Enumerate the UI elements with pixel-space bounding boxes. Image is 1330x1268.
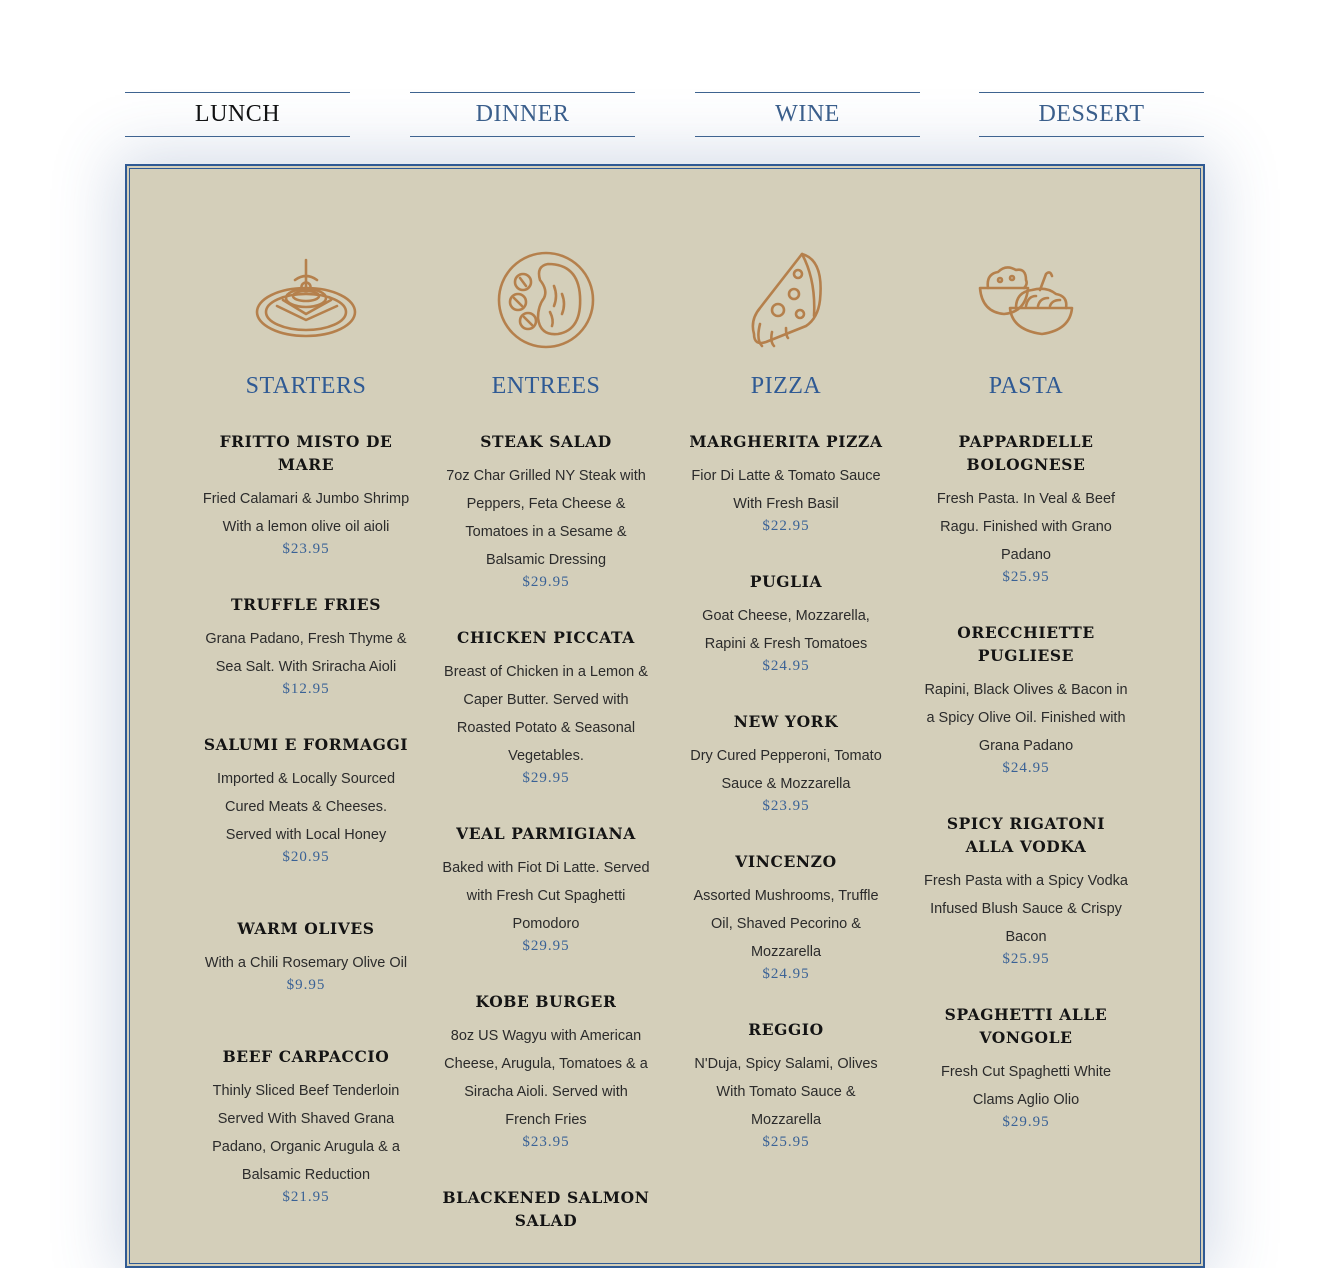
- item-price: $23.95: [522, 1134, 570, 1150]
- menu-item: [441, 626, 651, 786]
- menu-item: [441, 1186, 651, 1232]
- tab-dinner[interactable]: DINNER: [410, 92, 635, 137]
- item-price: $24.95: [762, 966, 810, 982]
- item-description: 7oz Char Grilled NY Steak with Peppers, Feta Cheese & Tomatoes in a Sesame & Balsamic Dressing: [446, 468, 646, 568]
- menu-tabs: [125, 92, 1205, 137]
- item-name: SALUMI E FORMAGGI: [203, 735, 409, 754]
- item-description: Imported & Locally Sourced Cured Meats & Cheeses. Served with Local Honey: [216, 771, 396, 843]
- item-description: Assorted Mushrooms, Truffle Oil, Shaved Pecorino & Mozzarella: [693, 888, 879, 960]
- tab-wine[interactable]: WINE: [695, 92, 920, 137]
- item-price: $25.95: [762, 1134, 810, 1150]
- item-price: $29.95: [522, 770, 570, 786]
- item-description: Fried Calamari & Jumbo Shrimp With a lemon olive oil aioli: [202, 491, 410, 535]
- menu-item: [201, 917, 411, 993]
- item-description: Thinly Sliced Beef Tenderloin Served With Shaved Grana Padano, Organic Arugula & a Balsamic Reduction: [212, 1083, 400, 1183]
- category-title: ENTREES: [491, 373, 601, 399]
- appetizer-plate-icon: [201, 250, 411, 350]
- menu-item: [921, 812, 1131, 967]
- item-name: NEW YORK: [733, 712, 839, 731]
- item-description: Grana Padano, Fresh Thyme & Sea Salt. With Sriracha Aioli: [205, 631, 407, 675]
- item-description: Dry Cured Pepperoni, Tomato Sauce & Mozzarella: [690, 748, 882, 792]
- item-price: $20.95: [282, 849, 330, 865]
- menu-item: [201, 593, 411, 697]
- tab-dessert[interactable]: DESSERT: [979, 92, 1204, 137]
- item-name: FRITTO MISTO DE MARE: [219, 432, 393, 474]
- item-description: Fresh Cut Spaghetti White Clams Aglio Olio: [940, 1064, 1112, 1108]
- category-entrees: [441, 250, 651, 1268]
- item-description: Breast of Chicken in a Lemon & Caper Butter. Served with Roasted Potato & Seasonal Vegetables.: [444, 664, 648, 764]
- category-title: STARTERS: [245, 373, 367, 399]
- item-description: Rapini, Black Olives & Bacon in a Spicy Olive Oil. Finished with Grana Padano: [924, 682, 1128, 754]
- item-name: REGGIO: [748, 1020, 824, 1039]
- menu-item: [681, 570, 891, 674]
- item-description: 8oz US Wagyu with American Cheese, Arugula, Tomatoes & a Siracha Aioli. Served with French Fries: [444, 1028, 648, 1128]
- lunch-menu-panel: [125, 164, 1205, 1268]
- category-pasta: [921, 250, 1131, 1166]
- item-description: With a Chili Rosemary Olive Oil: [204, 955, 408, 971]
- item-name: SPICY RIGATONI ALLA VODKA: [946, 814, 1106, 856]
- item-name: BLACKENED SALMON SALAD: [442, 1188, 650, 1230]
- item-price: $21.95: [282, 1189, 330, 1205]
- menu-item: [921, 430, 1131, 585]
- menu-item: [441, 430, 651, 590]
- item-name: VINCENZO: [735, 852, 837, 871]
- item-name: PUGLIA: [749, 572, 823, 591]
- item-price: $24.95: [762, 658, 810, 674]
- item-name: SPAGHETTI ALLE VONGOLE: [944, 1005, 1108, 1047]
- item-price: $22.95: [762, 518, 810, 534]
- category-title: PASTA: [988, 373, 1064, 399]
- item-name: MARGHERITA PIZZA: [689, 432, 883, 451]
- menu-item: [681, 710, 891, 814]
- menu-item: [201, 430, 411, 557]
- item-name: WARM OLIVES: [237, 919, 375, 938]
- menu-item: [441, 990, 651, 1150]
- category-starters: [201, 250, 411, 1241]
- item-price: $24.95: [1002, 760, 1050, 776]
- category-title: PIZZA: [750, 373, 822, 399]
- item-name: PAPPARDELLE BOLOGNESE: [958, 432, 1094, 474]
- item-name: TRUFFLE FRIES: [231, 595, 381, 614]
- menu-item: [681, 430, 891, 534]
- item-price: $25.95: [1002, 951, 1050, 967]
- item-name: ORECCHIETTE PUGLIESE: [957, 623, 1095, 665]
- item-price: $12.95: [282, 681, 330, 697]
- item-description: N'Duja, Spicy Salami, Olives With Tomato Sauce & Mozzarella: [694, 1056, 878, 1128]
- item-name: STEAK SALAD: [480, 432, 612, 451]
- tab-lunch[interactable]: LUNCH: [125, 92, 350, 137]
- pasta-bowls-icon: [921, 250, 1131, 350]
- menu-item: [201, 733, 411, 865]
- item-description: Goat Cheese, Mozzarella, Rapini & Fresh Tomatoes: [702, 608, 870, 652]
- item-price: $25.95: [1002, 569, 1050, 585]
- item-name: CHICKEN PICCATA: [457, 628, 635, 647]
- category-pizza: [681, 250, 891, 1186]
- item-description: Fresh Pasta. In Veal & Beef Ragu. Finished with Grano Padano: [936, 491, 1116, 563]
- item-description: Fior Di Latte & Tomato Sauce With Fresh Basil: [691, 468, 881, 512]
- entree-plate-icon: [441, 250, 651, 350]
- item-price: $29.95: [1002, 1114, 1050, 1130]
- item-price: $9.95: [286, 977, 326, 993]
- item-name: VEAL PARMIGIANA: [456, 824, 636, 843]
- menu-item: [201, 1045, 411, 1205]
- menu-item: [441, 822, 651, 954]
- item-price: $23.95: [282, 541, 330, 557]
- pizza-slice-icon: [681, 250, 891, 350]
- item-price: $29.95: [522, 574, 570, 590]
- menu-item: [681, 850, 891, 982]
- menu-item: [921, 621, 1131, 776]
- item-description: Fresh Pasta with a Spicy Vodka Infused Blush Sauce & Crispy Bacon: [924, 873, 1128, 945]
- item-description: Baked with Fiot Di Latte. Served with Fresh Cut Spaghetti Pomodoro: [442, 860, 650, 932]
- item-price: $23.95: [762, 798, 810, 814]
- item-price: $29.95: [522, 938, 570, 954]
- menu-item: [681, 1018, 891, 1150]
- item-name: KOBE BURGER: [475, 992, 617, 1011]
- item-name: BEEF CARPACCIO: [222, 1047, 390, 1066]
- menu-item: [921, 1003, 1131, 1130]
